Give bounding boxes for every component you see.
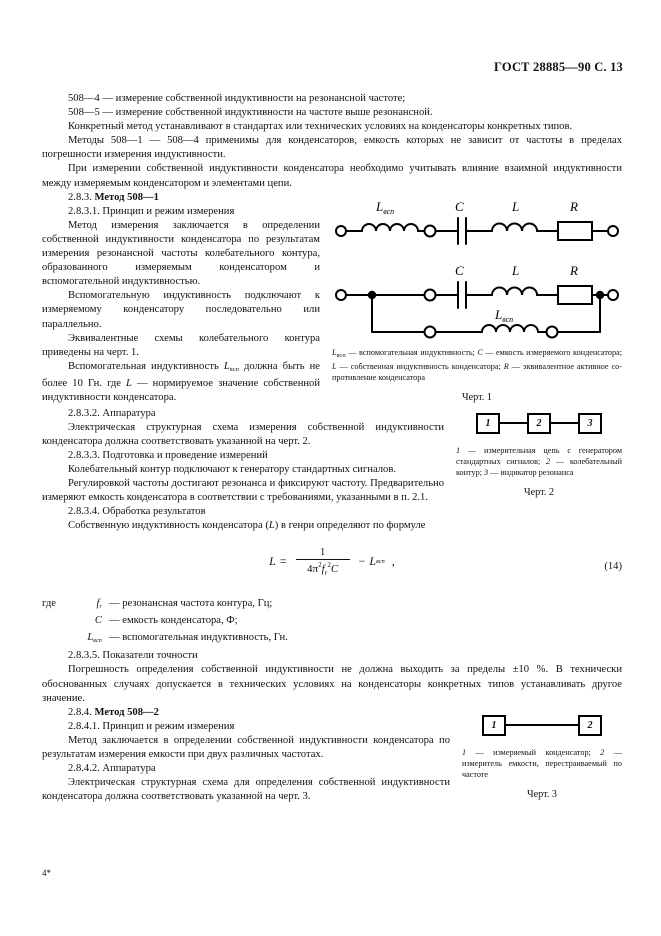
circuit-diagram-figure-1 [332, 191, 622, 339]
figure1-label-c-top: C [455, 198, 464, 214]
figure-1-caption: Черт. 1 [462, 391, 492, 403]
where-symbol-2-sub: всп [93, 637, 102, 645]
heading-2-8-4-title: Метод 508—2 [94, 706, 159, 718]
formula-den-f: f [321, 562, 325, 575]
figure3-block-1: 1 [482, 715, 506, 736]
paragraph-preparation-1: Колебательный контур подключают к генератору стандартных сигналов. [68, 464, 396, 476]
paragraph-preparation-2: Регулировкой частоты достигают резонанса и фиксируют частоту. Предварительно измеряют емкость конденсатора в соответствии с требованиями, указанными в п. 2.1. [42, 478, 444, 504]
where-lead: где [42, 597, 56, 609]
paragraph-apparatus-1: Электрическая структурная схема измерения собственной индуктивности конденсатора должна соответствовать указанной на черт. 2. [42, 421, 444, 447]
figure-3-legend [462, 747, 622, 780]
paragraph-item-508-5: 508—5 — измерение собственной индуктивности на частоте выше резонансной. [68, 107, 433, 119]
formula-fraction [296, 547, 350, 577]
aux-value-symbol2: L [126, 377, 132, 389]
where-row [42, 631, 622, 648]
formula-minus: − [358, 554, 366, 568]
figure3-connector-1 [506, 724, 578, 726]
legend-text-2: — емкость измеряемого конденсатора; [482, 347, 622, 357]
figure2-legend-text-2: — колебательный контур; [456, 456, 623, 477]
legend-text-3: — собственная индуктивность конденсатора; [336, 361, 504, 371]
formula-block [42, 545, 622, 591]
paragraph-results-intro [42, 519, 622, 533]
aux-value-symbol-sub: всп [229, 365, 239, 373]
figure-1 [332, 191, 622, 403]
formula-term-laux-sub: всп [376, 558, 385, 565]
figure3-block-2: 2 [578, 715, 602, 736]
legend-symbol-r: R [503, 361, 509, 371]
paragraph-aux-connection: Вспомогательную индуктивность подключают к измеряемому конденсатору последовательно или параллельно. [42, 290, 320, 330]
results-text-a: Собственную индуктивность конденсатора ( [68, 520, 269, 532]
paragraph-mutual-inductance: При измерении собственной индуктивности конденсатора необходимо учитывать влияние взаимной индуктивности между измеряемым конденсатором и элементами цепи. [42, 163, 622, 189]
figure2-connector-1 [500, 422, 527, 424]
paragraph-item-508-4: 508—4 — измерение собственной индуктивности на резонансной частоте; [68, 93, 406, 104]
figure1-label-c-bottom: C [455, 262, 464, 278]
figure-1-legend [332, 347, 622, 383]
heading-2-8-3-1: 2.8.3.1. Принцип и режим измерения [68, 205, 235, 217]
figure1-label-l-bottom: L [512, 262, 520, 278]
legend-text-4: — эквивалентное активное сопротивление конденсатора [332, 361, 623, 382]
figure2-legend-text-1: — измерительная цепь с генератором стандартных сигналов; [456, 445, 622, 466]
formula-14 [42, 547, 622, 577]
formula-equals: = [279, 554, 287, 568]
where-definition-1: — емкость конденсатора, Ф; [109, 614, 238, 626]
where-symbol-1 [64, 614, 109, 631]
paragraph-methods-applicability: Методы 508—1 — 508—4 применимы для конденсаторов, емкость которых не зависит от частоты в пределах погрешности измерения индуктивности. [42, 135, 622, 161]
figure1-label-laux-top: $L_{всп}$ [376, 198, 395, 216]
figure2-block-3: 3 [578, 413, 602, 434]
paragraph-method-definition: Метод измерения заключается в определении собственной индуктивности конденсатора по результатам измерения резонансной частоты колебательного контура, образованного измеряемым конденсатором и вспомогательной индуктивностью. [42, 219, 320, 288]
where-lead-spacer [42, 631, 64, 648]
formula-denominator [304, 560, 341, 577]
formula-number: (14) [604, 560, 622, 572]
legend-text-1: — вспомогательная индуктивность; [345, 347, 478, 357]
heading-2-8-3-5: 2.8.3.5. Показатели точности [68, 650, 198, 662]
where-definition-0: — резонансная частота контура, Гц; [109, 597, 273, 609]
figure-3-caption: Черт. 3 [527, 788, 557, 800]
paragraph-method2-definition: Метод заключается в определении собственной индуктивности конденсатора по результатам измерения емкости при двух различных частотах. [42, 734, 450, 761]
legend-symbol-laux-sub: всп [336, 351, 346, 359]
heading-2-8-3-4: 2.8.3.4. Обработка результатов [68, 506, 206, 518]
where-lead-spacer [42, 614, 64, 631]
heading-2-8-3-3: 2.8.3.3. Подготовка и проведение измерений [68, 449, 268, 461]
legend-symbol-laux: L [332, 347, 337, 357]
figure2-legend-text-3: — индикатор резонанса [488, 467, 574, 477]
where-symbol-1-char: C [94, 614, 102, 626]
legend-symbol-l: L [332, 361, 337, 371]
figure3-legend-num-2: 2 [600, 747, 605, 757]
figure1-label-l-top: L [512, 198, 520, 214]
paragraph-apparatus-2: Электрическая структурная схема для определения собственной индуктивности конденсатора должна соответствовать указанной на черт. 3. [42, 777, 450, 803]
figure2-block-1: 1 [476, 413, 500, 434]
formula-den-exp1: 2 [318, 560, 322, 569]
where-row [42, 614, 622, 631]
block-diagram-figure-2 [456, 413, 622, 434]
heading-2-8-3-2: 2.8.3.2. Аппаратура [68, 407, 156, 419]
page-body [42, 92, 622, 804]
block-diagram-figure-3 [462, 715, 622, 736]
formula-den-fsub: r [324, 568, 328, 577]
paragraph-equivalent-schemes: Эквивалентные схемы колебательного контура приведены на черт. 1. [42, 332, 320, 358]
aux-value-text-a: Вспомогательная индуктивность [68, 360, 224, 372]
heading-2-8-3-title: Метод 508—1 [94, 191, 159, 203]
figure-2 [456, 413, 622, 498]
legend-symbol-c: C [477, 347, 483, 357]
where-symbol-0-char: f [96, 597, 100, 609]
where-symbol-0 [64, 597, 109, 614]
figure-3 [462, 715, 622, 800]
paragraph-concrete-method: Конкретный метод устанавливают в стандартах или технических условиях на конденсаторы конкретных типов. [68, 121, 573, 133]
aux-value-text-c: — нормируемое значение собственной индуктивности конденсатора. [42, 377, 320, 403]
figure2-block-2: 2 [527, 413, 551, 434]
figure2-legend-num-3: 3 [484, 467, 489, 477]
where-symbol-2 [64, 631, 109, 648]
figure3-legend-text-2: — измеритель емкости, перестраиваемый по частоте [462, 747, 622, 779]
results-text-b: ) в генри определяют по формуле [274, 520, 426, 532]
where-definition-2: — вспомогательная индуктивность, Гн. [109, 632, 288, 644]
where-symbol-2-char: L [87, 632, 94, 644]
page-header: ГОСТ 28885—90 С. 13 [494, 60, 623, 74]
formula-numerator: 1 [320, 546, 326, 558]
formula-den-c: C [330, 562, 339, 575]
heading-2-8-3-number: 2.8.3. [68, 191, 92, 203]
aux-value-text-b: должна быть не более 10 Гн. где [42, 360, 320, 389]
figure3-legend-num-1: 1 [462, 747, 467, 757]
formula-den-4pi: 4π [307, 562, 319, 575]
heading-2-8-4-1: 2.8.4.1. Принцип и режим измерения [68, 720, 235, 732]
formula-term-laux: L [369, 554, 377, 568]
heading-2-8-4-number: 2.8.4. [68, 706, 92, 718]
where-row [42, 597, 622, 614]
page-footer-mark: 4* [42, 868, 51, 878]
figure1-label-r-bottom: R [570, 262, 578, 278]
where-symbol-0-sub: r [99, 602, 102, 610]
figure2-connector-2 [551, 422, 578, 424]
figure-2-caption: Черт. 2 [524, 486, 554, 498]
figure1-label-r-top: R [570, 198, 578, 214]
heading-2-8-4-2: 2.8.4.2. Аппаратура [68, 763, 156, 775]
figure1-label-laux-bottom: $L_{всп}$ [495, 306, 514, 324]
results-symbol: L [268, 520, 275, 532]
where-definitions [42, 597, 622, 649]
figure-2-legend [456, 445, 622, 478]
formula-comma: , [391, 554, 395, 568]
figure3-legend-text-1: — измеряемый конденсатор; [466, 747, 601, 757]
formula-lhs: L [269, 554, 276, 568]
formula-den-exp2: 2 [327, 560, 331, 569]
paragraph-accuracy: Погрешность определения собственной индуктивности не должна выходить за пределы ±10 %. В технически обоснованных случаях допускается в технических условиях на конденсаторы конкретных типов устанавливать другое значение. [42, 664, 622, 704]
aux-value-symbol: L [223, 360, 230, 372]
figure2-legend-num-2: 2 [546, 456, 551, 466]
figure2-legend-num-1: 1 [456, 445, 461, 455]
